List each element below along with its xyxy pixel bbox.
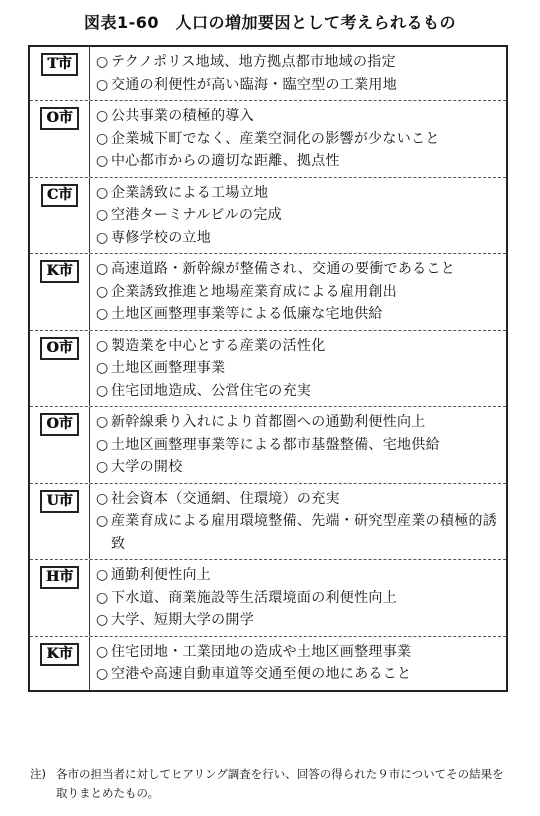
list-item	[96, 150, 500, 173]
list-item-text: 企業誘致推進と地場産業育成による雇用創出	[111, 283, 397, 300]
circle-bullet-icon: ○	[96, 490, 109, 507]
circle-bullet-icon: ○	[96, 153, 109, 169]
list-item	[96, 488, 500, 511]
table-row	[30, 559, 506, 636]
circle-bullet-icon: ○	[96, 612, 109, 628]
list-item-text: 製造業を中心とする産業の活性化	[111, 337, 326, 354]
city-label-cell	[30, 331, 90, 407]
circle-bullet-icon: ○	[96, 108, 109, 124]
factor-table	[28, 45, 508, 692]
factor-list	[90, 101, 506, 177]
list-item-text: 中心都市からの適切な距離、拠点性	[111, 153, 340, 169]
list-item	[96, 411, 500, 434]
list-item	[96, 303, 500, 326]
circle-bullet-icon: ○	[96, 283, 109, 300]
circle-bullet-icon: ○	[96, 567, 109, 583]
factor-list	[90, 484, 506, 560]
list-item-text: 専修学校の立地	[111, 229, 212, 246]
list-item-text: 企業城下町でなく、産業空洞化の影響が少ないこと	[111, 130, 440, 147]
circle-bullet-icon: ○	[96, 130, 109, 147]
factor-list	[90, 637, 506, 690]
list-item	[96, 281, 500, 304]
list-item	[96, 510, 500, 555]
list-item-text: 住宅団地・工業団地の造成や土地区画整理事業	[111, 643, 412, 660]
city-label: K市	[40, 643, 78, 666]
circle-bullet-icon: ○	[96, 54, 109, 70]
list-item-text: 大学の開校	[111, 459, 183, 475]
list-item-text: 企業誘致による工場立地	[111, 184, 269, 201]
city-label: C市	[41, 184, 78, 207]
list-item	[96, 456, 500, 479]
circle-bullet-icon: ○	[96, 436, 109, 453]
list-item	[96, 609, 500, 632]
circle-bullet-icon: ○	[96, 643, 109, 660]
list-item-text: 空港や高速自動車道等交通至便の地にあること	[111, 666, 412, 682]
city-label-cell	[30, 101, 90, 177]
list-item-text: 土地区画整理事業等による低廉な宅地供給	[111, 306, 383, 322]
list-item	[96, 434, 500, 457]
list-item	[96, 128, 500, 151]
table-row	[30, 406, 506, 483]
list-item-text: 土地区画整理事業等による都市基盤整備、宅地供給	[111, 436, 440, 453]
city-label: O市	[40, 107, 78, 130]
table-row	[30, 47, 506, 100]
city-label-cell	[30, 407, 90, 483]
list-item	[96, 357, 500, 380]
page-title: 図表1-60 人口の増加要因として考えられるもの	[83, 13, 457, 32]
list-item	[96, 182, 500, 205]
table-row	[30, 253, 506, 330]
list-item	[96, 587, 500, 610]
list-item	[96, 258, 500, 281]
list-item-text: 公共事業の積極的導入	[111, 108, 254, 124]
circle-bullet-icon: ○	[96, 229, 109, 246]
list-item-text: 下水道、商業施設等生活環境面の利便性向上	[111, 589, 397, 606]
factor-list	[90, 331, 506, 407]
circle-bullet-icon: ○	[96, 589, 109, 606]
list-item	[96, 227, 500, 250]
circle-bullet-icon: ○	[96, 306, 109, 322]
footnote-text: 各市の担当者に対してヒアリング調査を行い、回答の得られた９市についてその結果を取りまとめたもの。	[56, 767, 504, 800]
circle-bullet-icon: ○	[96, 513, 109, 529]
list-item	[96, 204, 500, 227]
list-item	[96, 641, 500, 664]
circle-bullet-icon: ○	[96, 207, 109, 223]
list-item-text: 土地区画整理事業	[111, 360, 226, 376]
list-item-text: 新幹線乗り入れにより首都圏への通勤利便性向上	[111, 414, 426, 430]
table-row	[30, 483, 506, 560]
city-label-cell	[30, 484, 90, 560]
factor-list	[90, 560, 506, 636]
city-label-cell	[30, 254, 90, 330]
table-row	[30, 177, 506, 254]
circle-bullet-icon: ○	[96, 382, 109, 399]
city-label: H市	[40, 566, 79, 589]
city-label-cell	[30, 637, 90, 690]
city-label: O市	[40, 337, 78, 360]
circle-bullet-icon: ○	[96, 337, 109, 354]
city-label: U市	[40, 490, 78, 513]
footnote	[30, 765, 510, 803]
list-item	[96, 74, 500, 97]
factor-list	[90, 407, 506, 483]
list-item-text: 高速道路・新幹線が整備され、交通の要衝であること	[111, 261, 456, 277]
circle-bullet-icon: ○	[96, 184, 109, 201]
list-item	[96, 564, 500, 587]
list-item-text: 産業育成による雇用環境整備、先端・研究型産業の積極的誘致	[111, 513, 498, 552]
list-item-text: 社会資本（交通網、住環境）の充実	[111, 490, 340, 507]
city-label-cell	[30, 178, 90, 254]
footnote-prefix: 注)	[30, 767, 46, 781]
factor-list	[90, 254, 506, 330]
city-label: O市	[40, 413, 78, 436]
circle-bullet-icon: ○	[96, 459, 109, 475]
circle-bullet-icon: ○	[96, 76, 109, 93]
factor-list	[90, 47, 506, 100]
table-row	[30, 330, 506, 407]
list-item	[96, 335, 500, 358]
circle-bullet-icon: ○	[96, 360, 109, 376]
list-item-text: テクノポリス地域、地方拠点都市地域の指定	[111, 54, 396, 70]
table-row	[30, 636, 506, 690]
list-item	[96, 663, 500, 686]
city-label-cell	[30, 560, 90, 636]
list-item	[96, 380, 500, 403]
factor-list	[90, 178, 506, 254]
table-row	[30, 100, 506, 177]
list-item-text: 通勤利便性向上	[111, 567, 212, 583]
circle-bullet-icon: ○	[96, 666, 109, 682]
list-item	[96, 51, 500, 74]
circle-bullet-icon: ○	[96, 261, 109, 277]
city-label: T市	[41, 53, 77, 76]
list-item-text: 交通の利便性が高い臨海・臨空型の工業用地	[111, 76, 397, 93]
list-item	[96, 105, 500, 128]
list-item-text: 大学、短期大学の開学	[111, 612, 254, 628]
circle-bullet-icon: ○	[96, 414, 109, 430]
list-item-text: 空港ターミナルビルの完成	[111, 207, 282, 223]
list-item-text: 住宅団地造成、公営住宅の充実	[111, 382, 312, 399]
city-label: K市	[40, 260, 78, 283]
city-label-cell	[30, 47, 90, 100]
